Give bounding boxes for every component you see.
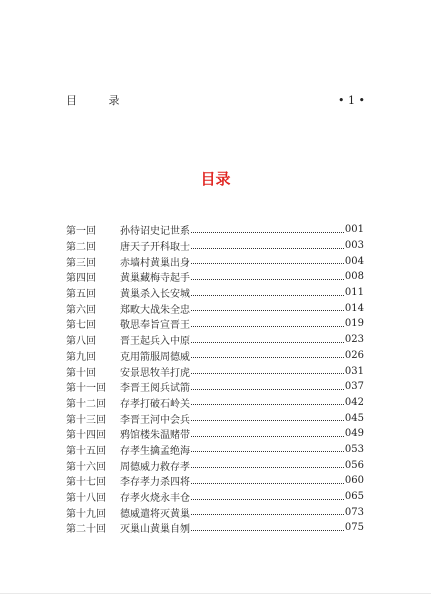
toc-chapter-number: 第十三回	[66, 414, 106, 426]
toc-chapter-title: 存孝火烧永丰仓	[120, 493, 190, 505]
toc-entry	[66, 269, 364, 285]
toc-page-number: 001	[344, 224, 364, 236]
toc-entry	[66, 489, 364, 505]
toc-dot-leader	[191, 325, 344, 327]
header-section-label: 目 录	[66, 94, 134, 107]
toc-dot-leader	[191, 294, 344, 296]
toc-entry	[66, 504, 364, 520]
toc-dot-leader	[191, 513, 344, 515]
toc-dot-leader	[191, 372, 344, 374]
toc-page-number: 045	[344, 412, 364, 424]
toc-page-number: 065	[344, 491, 364, 503]
toc-entry	[66, 285, 364, 301]
toc-chapter-title: 黄巢杀入长安城	[120, 289, 190, 301]
toc-dot-leader	[191, 262, 344, 264]
toc-chapter-number: 第十回	[66, 367, 96, 379]
toc-chapter-number: 第七回	[66, 320, 96, 332]
toc-page-number: 026	[344, 349, 364, 361]
toc-page-number: 073	[344, 506, 364, 518]
toc-chapter-title: 晋王起兵入中原	[120, 336, 190, 348]
toc-chapter-title: 李晋王阅兵试箭	[120, 383, 190, 395]
toc-chapter-number: 第十四回	[66, 430, 106, 442]
toc-dot-leader	[191, 278, 344, 280]
toc-dot-leader	[191, 450, 344, 452]
toc-chapter-number: 第一回	[66, 226, 96, 238]
toc-entry	[66, 520, 364, 536]
toc-entry	[66, 442, 364, 458]
toc-chapter-number: 第十六回	[66, 461, 106, 473]
toc-entry	[66, 222, 364, 238]
toc-entry	[66, 316, 364, 332]
toc-dot-leader	[191, 356, 344, 358]
toc-chapter-title: 黄巢藏梅寺起手	[120, 273, 190, 285]
toc-page-number: 053	[344, 443, 364, 455]
toc-page-number: 075	[344, 522, 364, 534]
toc-chapter-number: 第十七回	[66, 477, 106, 489]
toc-chapter-number: 第六回	[66, 304, 96, 316]
toc-entry	[66, 348, 364, 364]
toc-chapter-title: 安景思牧羊打虎	[120, 367, 190, 379]
toc-page-number: 023	[344, 334, 364, 346]
toc-chapter-number: 第四回	[66, 273, 96, 285]
toc-dot-leader	[191, 247, 344, 249]
toc-dot-leader	[191, 435, 344, 437]
toc-dot-leader	[191, 388, 344, 390]
running-header	[66, 92, 365, 108]
toc-chapter-title: 鸦馆楼朱温赌带	[120, 430, 190, 442]
toc-entry	[66, 426, 364, 442]
page-bottom-divider	[0, 593, 431, 594]
toc-chapter-number: 第五回	[66, 289, 96, 301]
toc-chapter-title: 孙待诏史记世系	[120, 226, 190, 238]
toc-chapter-title: 赤墙村黄巢出身	[120, 257, 190, 269]
toc-dot-leader	[191, 231, 344, 233]
toc-chapter-number: 第十二回	[66, 398, 106, 410]
toc-chapter-title: 唐天子开科取士	[120, 242, 190, 254]
toc-dot-leader	[191, 498, 344, 500]
toc-chapter-title: 灭巢山黄巢自刎	[120, 524, 190, 536]
toc-chapter-number: 第十九回	[66, 508, 106, 520]
header-page-number: • 1 •	[338, 93, 365, 107]
toc-entry	[66, 363, 364, 379]
toc-entry	[66, 332, 364, 348]
toc-chapter-title: 周德威力救存孝	[120, 461, 190, 473]
toc-entry	[66, 238, 364, 254]
toc-page-number: 056	[344, 459, 364, 471]
toc-entry	[66, 457, 364, 473]
toc-dot-leader	[191, 466, 344, 468]
toc-page-number: 004	[344, 255, 364, 267]
toc-page-number: 037	[344, 381, 364, 393]
toc-dot-leader	[191, 403, 344, 405]
toc-chapter-number: 第九回	[66, 351, 96, 363]
toc-dot-leader	[191, 529, 344, 531]
toc-page-number: 011	[344, 287, 364, 299]
toc-dot-leader	[191, 341, 344, 343]
toc-chapter-number: 第十五回	[66, 445, 106, 457]
page-title: 目录	[200, 170, 231, 188]
toc-chapter-title: 郑畋大战朱全忠	[120, 304, 190, 316]
toc-page-number: 008	[344, 271, 364, 283]
toc-dot-leader	[191, 419, 344, 421]
toc-chapter-title: 李存孝力杀四将	[120, 477, 190, 489]
toc-page-number: 042	[344, 396, 364, 408]
toc-chapter-number: 第二回	[66, 242, 96, 254]
toc-page-number: 003	[344, 240, 364, 252]
toc-entry	[66, 395, 364, 411]
toc-chapter-number: 第三回	[66, 257, 96, 269]
toc-entry	[66, 379, 364, 395]
toc-page-number: 014	[344, 302, 364, 314]
toc-dot-leader	[191, 309, 344, 311]
toc-entry	[66, 253, 364, 269]
toc-chapter-number: 第二十回	[66, 524, 106, 536]
table-of-contents	[66, 222, 364, 536]
toc-page-number: 049	[344, 428, 364, 440]
toc-chapter-title: 李晋王河中会兵	[120, 414, 190, 426]
toc-chapter-title: 敬思奉旨宣晋王	[120, 320, 190, 332]
toc-page-number: 019	[344, 318, 364, 330]
toc-chapter-title: 存孝生擒孟绝海	[120, 445, 190, 457]
toc-chapter-title: 德威遣将灭黄巢	[120, 508, 190, 520]
toc-page-number: 060	[344, 475, 364, 487]
toc-entry	[66, 410, 364, 426]
toc-dot-leader	[191, 482, 344, 484]
toc-chapter-number: 第十八回	[66, 493, 106, 505]
toc-chapter-number: 第十一回	[66, 383, 106, 395]
toc-entry	[66, 300, 364, 316]
toc-entry	[66, 473, 364, 489]
toc-chapter-number: 第八回	[66, 336, 96, 348]
toc-chapter-title: 克用箭服周德威	[120, 351, 190, 363]
toc-page-number: 031	[344, 365, 364, 377]
toc-chapter-title: 存孝打破石岭关	[120, 398, 190, 410]
